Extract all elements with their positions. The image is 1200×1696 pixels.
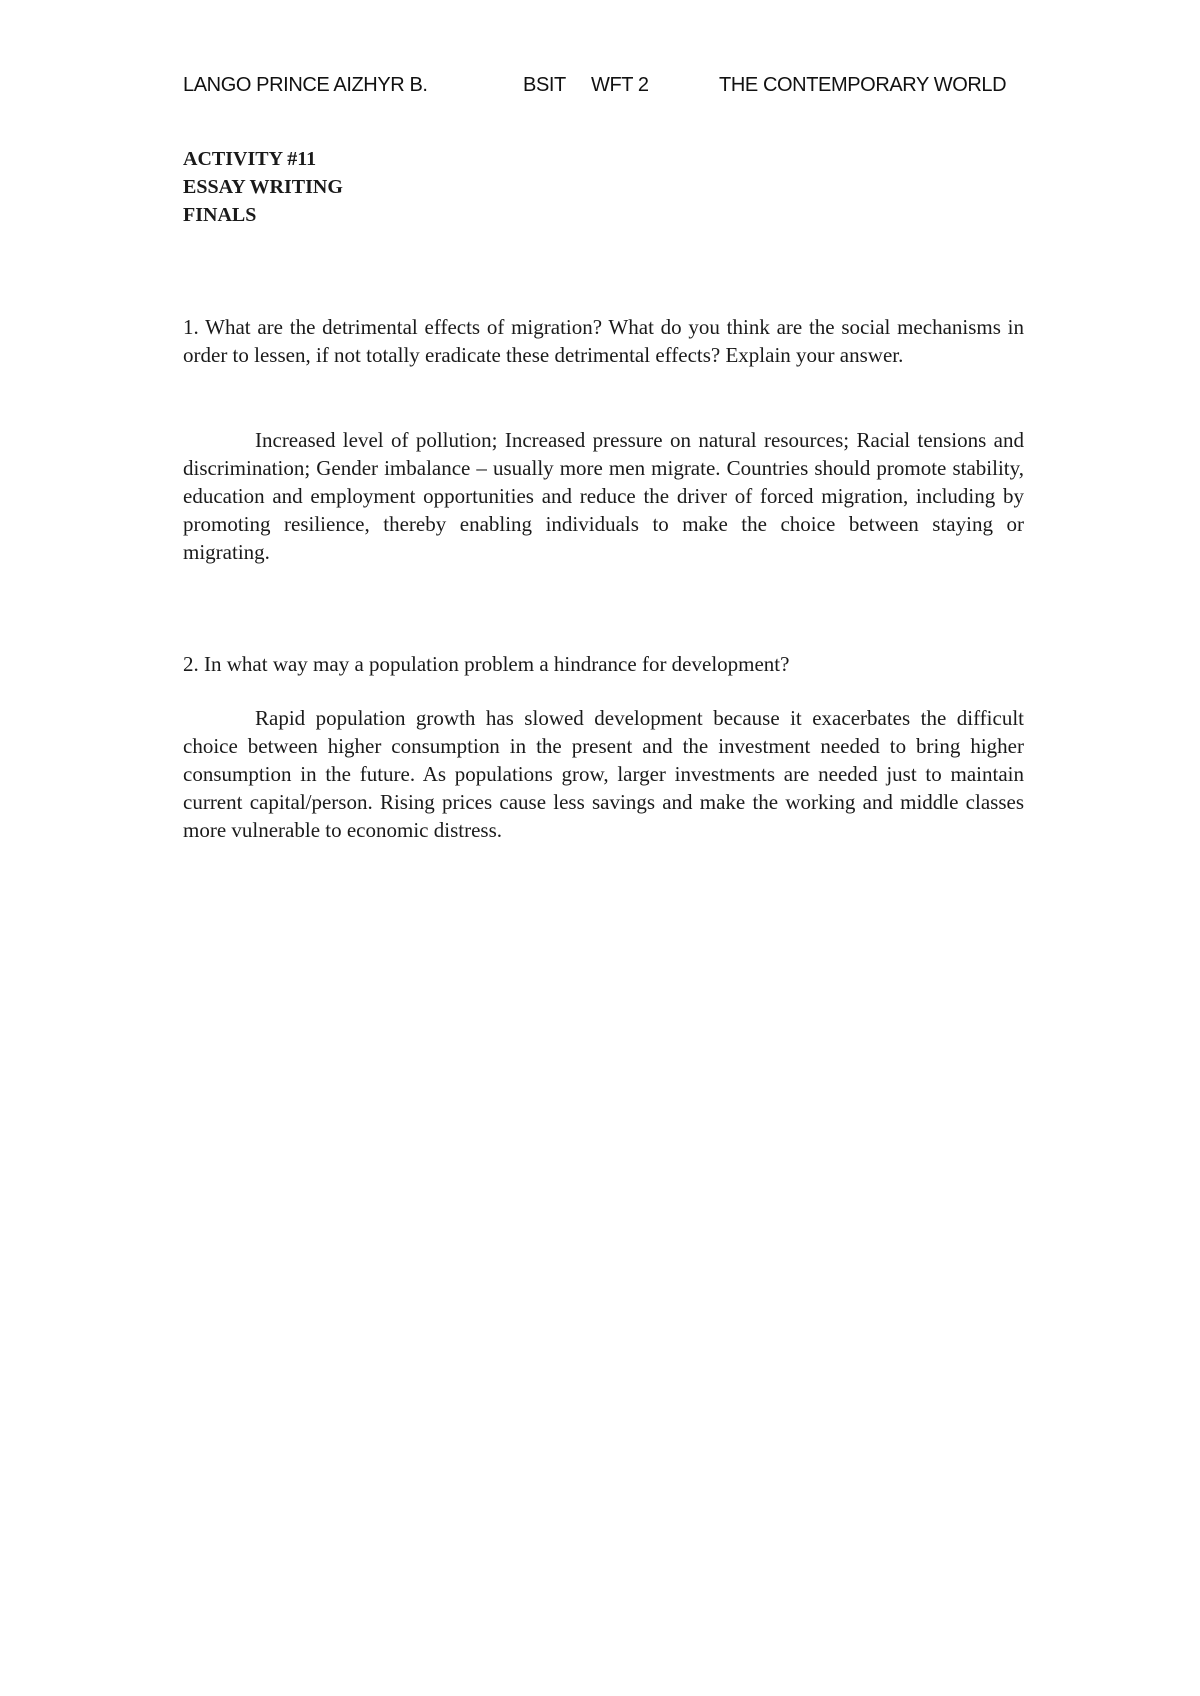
activity-term: FINALS bbox=[183, 204, 257, 226]
student-name: LANGO PRINCE AIZHYR B. bbox=[183, 74, 428, 96]
subject: THE CONTEMPORARY WORLD bbox=[719, 74, 1007, 96]
section: WFT 2 bbox=[591, 74, 649, 96]
activity-type: ESSAY WRITING bbox=[183, 176, 343, 198]
answer-1: Increased level of pollution; Increased pressure on natural resources; Racial tensions and discrimination; Gender imbalance – usually more men migrate. Countries should promote stability, education and employment opportunities and reduce the driver of forced migration, including by promoting resilience, thereby enabling individuals to make the choice between staying or migrating. bbox=[183, 428, 1024, 564]
document-header bbox=[183, 74, 1023, 104]
activity-title-block bbox=[183, 145, 343, 229]
question-2: 2. In what way may a population problem a hindrance for development? bbox=[183, 652, 790, 676]
answer-2: Rapid population growth has slowed development because it exacerbates the difficult choice between higher consumption in the present and the investment needed to bring higher consumption in the future. As populations grow, larger investments are needed just to maintain current capital/person. Rising prices cause less savings and make the working and middle classes more vulnerable to economic distress. bbox=[183, 706, 1024, 842]
activity-number: ACTIVITY #11 bbox=[183, 148, 317, 170]
question-1: 1. What are the detrimental effects of migration? What do you think are the social mechanisms in order to lessen, if not totally eradicate these detrimental effects? Explain your answer. bbox=[183, 315, 1024, 367]
course: BSIT bbox=[523, 74, 566, 96]
